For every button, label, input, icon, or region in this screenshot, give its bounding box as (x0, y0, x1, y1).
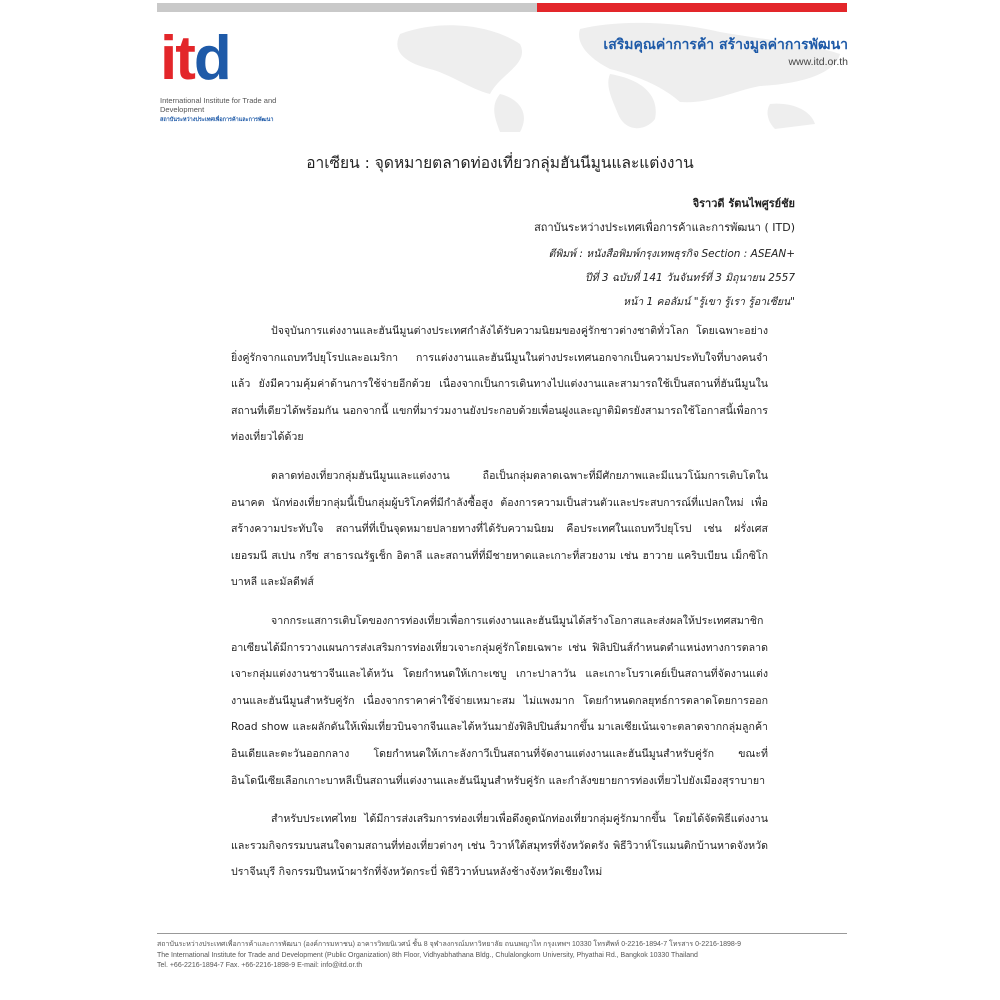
document-title: อาเซียน : จุดหมายตลาดท่องเที่ยวกลุ่มฮันนีมูนและแต่งงาน (306, 154, 694, 172)
author-block (534, 192, 795, 240)
source-line-1: ตีพิมพ์ : หนังสือพิมพ์กรุงเทพธุรกิจ Section : ASEAN+ (548, 248, 795, 260)
itd-logo (160, 24, 230, 93)
footer-line-en: The International Institute for Trade and Development (Public Organization) 8th Floor, Vidhyabhathana Bldg., Chulalongkorn University, Phyathai Rd., Bangkok 10330 Thailand (157, 951, 698, 959)
article-body (231, 318, 768, 898)
author-organization: สถาบันระหว่างประเทศเพื่อการค้าและการพัฒนา ( ITD) (534, 221, 795, 234)
footer-contact: Tel. +66-2216-1894-7 Fax. +66-2216-1898-9 E-mail: info@itd.or.th (157, 962, 363, 969)
logo-subtitle-th: สถาบันระหว่างประเทศเพื่อการค้าและการพัฒนา (160, 117, 274, 123)
paragraph-4: สำหรับประเทศไทย ได้มีการส่งเสริมการท่องเที่ยวเพื่อดึงดูดนักท่องเที่ยวกลุ่มคู่รักมากขึ้น โดยได้จัดพิธีแต่งงานและรวมกิจกรรมบนสนใจตามสถานที่ท่องเที่ยวต่างๆ เช่น วิวาห์ใต้สมุทรที่จังหวัดตรัง พิธีวิวาห์โรแมนติกบ้านหาดจังหวัดปราจีนบุรี กิจกรรมปีนหน้าผารักที่จังหวัดกระบี่ พิธีวิวาห์บนหลังช้างจังหวัดเชียงใหม่ (231, 813, 768, 879)
paragraph-3: จากกระแสการเติบโตของการท่องเที่ยวเพื่อการแต่งงานและฮันนีมูนได้สร้างโอกาสและส่งผลให้ประเทศสมาชิกอาเซียนได้มีการวางแผนการส่งเสริมการท่องเที่ยวเจาะกลุ่มคู่รักโดยเฉพาะ เช่น ฟิลิปปินส์กำหนดตำแหน่งทางการตลาดเจาะกลุ่มแต่งงานชาวจีนและไต้หวัน โดยกำหนดให้เกาะเซบู เกาะปาลาวัน และเกาะโบราเคย์เป็นสถานที่จัดงานแต่งงานและฮันนีมูนสำหรับคู่รัก เนื่องจากราคาค่าใช้จ่ายเหมาะสม ไม่แพงมาก โดยกำหนดกลยุทธ์การตลาดโดยการออก Road show และผลักดันให้เพิ่มเที่ยวบินจากจีนและไต้หวันมายังฟิลิปปินส์มากขึ้น มาเลเซียเน้นเจาะตลาดจากกลุ่มลูกค้าอินเดียและตะวันออกกลาง โดยกำหนดให้เกาะลังกาวีเป็นสถานที่จัดงานแต่งงานและฮันนีมูนสำหรับคู่รัก ขณะที่อินโดนีเซียเลือกเกาะบาหลีเป็นสถานที่แต่งงานและฮันนีมูนสำหรับคู่รัก และกำลังขยายการท่องเที่ยวไปยังเมืองสุราบายา (231, 614, 768, 787)
logo-subtitle-en: International Institute for Trade and Development (160, 96, 277, 114)
header-color-bar (157, 3, 847, 12)
publication-source (549, 242, 796, 314)
logo-letter-d: d (193, 24, 230, 93)
page-footer (157, 933, 847, 972)
source-line-2: ปีที่ 3 ฉบับที่ 141 วันจันทร์ที่ 3 มิถุนายน 2557 (584, 272, 795, 284)
logo-letters-it: it (160, 24, 194, 93)
source-line-3: หน้า 1 คอลัมน์ "รู้เขา รู้เรา รู้อาเซียน" (623, 296, 795, 308)
header-gray-bar (157, 3, 537, 12)
header-website: www.itd.or.th (788, 56, 848, 68)
paragraph-2: ตลาดท่องเที่ยวกลุ่มฮันนีมูนและแต่งงาน ถือเป็นกลุ่มตลาดเฉพาะที่มีศักยภาพและมีแนวโน้มการเติบโตในอนาคต นักท่องเที่ยวกลุ่มนี้เป็นกลุ่มผู้บริโภคที่มีกำลังซื้อสูง ต้องการความเป็นส่วนตัวและประสบการณ์ที่แปลกใหม่ เพื่อสร้างความประทับใจ สถานที่ที่เป็นจุดหมายปลายทางที่ได้รับความนิยม คือประเทศในแถบทวีปยุโรป เช่น ฝรั่งเศส เยอรมนี สเปน กรีซ สาธารณรัฐเช็ก อิตาลี และสถานที่ที่มีชายหาดและเกาะที่สวยงาม เช่น ฮาวาย แคริบเบียน เม็กซิโก บาหลี และมัลดีฟส์ (231, 469, 768, 589)
header-tagline: เสริมคุณค่าการค้า สร้างมูลค่าการพัฒนา (603, 37, 848, 53)
author-name: จิราวดี รัตนไพศูรย์ชัย (692, 197, 795, 210)
world-map-watermark (380, 14, 850, 134)
paragraph-1: ปัจจุบันการแต่งงานและฮันนีมูนต่างประเทศกำลังได้รับความนิยมของคู่รักชาวต่างชาติทั่วโลก โดยเฉพาะอย่างยิ่งคู่รักจากแถบทวีปยุโรปและอเมริกา การแต่งงานและฮันนีมูนในต่างประเทศนอกจากเป็นความประทับใจที่บางคนจำแล้ว ยังมีความคุ้มค่าด้านการใช้จ่ายอีกด้วย เนื่องจากเป็นการเดินทางไปแต่งงานและสามารถใช้เป็นสถานที่ฮันนีมูนในสถานที่เดียวได้พร้อมกัน นอกจากนี้ แขกที่มาร่วมงานยังประกอบด้วยเพื่อนฝูงและญาติมิตรยังสามารถใช้โอกาสนี้เพื่อการท่องเที่ยวได้ด้วย (231, 325, 768, 444)
logo-subtitle (160, 96, 280, 125)
footer-line-th: สถาบันระหว่างประเทศเพื่อการค้าและการพัฒนา (องค์การมหาชน) อาคารวิทยนิเวศน์ ชั้น 8 จุฬาลงกรณ์มหาวิทยาลัย ถนนพญาไท กรุงเทพฯ 10330 โทรศัพท์ 0-2216-1894-7 โทรสาร 0-2216-1898-9 (157, 941, 742, 948)
